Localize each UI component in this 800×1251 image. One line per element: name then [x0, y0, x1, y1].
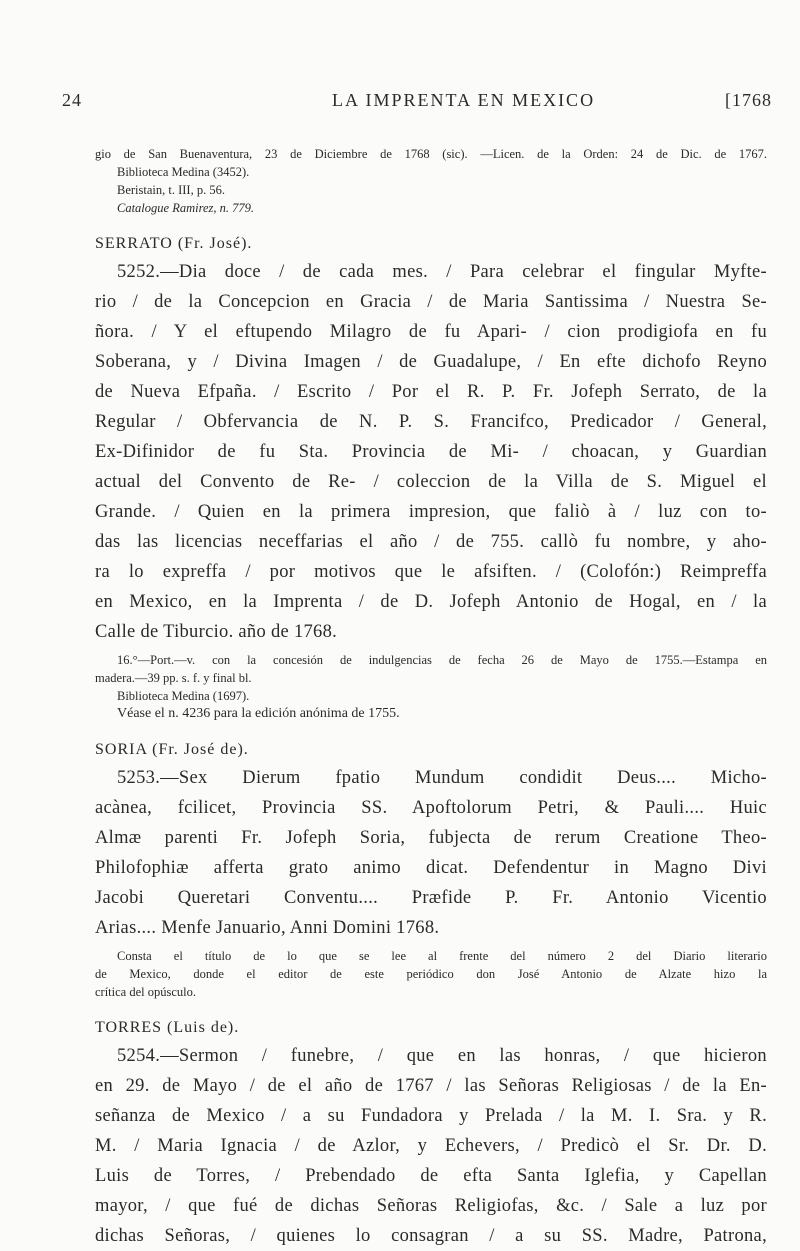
- entry-line: mayor, / que fué de dichas Señoras Religiofas, &c. / Sale a luz por: [95, 1196, 767, 1216]
- entry-line: M. / Maria Ignacia / de Azlor, y Echevers, / Predicò el Sr. Dr. D.: [95, 1136, 767, 1156]
- entry-line: de Nueva Efpaña. / Escrito / Por el R. P. Fr. Jofeph Serrato, de la: [95, 382, 767, 402]
- entry-line: actual del Convento de Re- / coleccion de la Villa de S. Miguel el: [95, 472, 767, 492]
- entry-note: Biblioteca Medina (1697).: [117, 689, 250, 703]
- entry-line: Calle de Tiburcio. año de 1768.: [95, 622, 338, 642]
- entry-note: crítica del opúsculo.: [95, 985, 197, 999]
- entry-5254: [95, 1041, 767, 1251]
- entry-line: ñora. / Y el eftupendo Milagro de fu Apari- / cion prodigiofa en fu: [95, 322, 767, 342]
- header-year: [1768: [725, 90, 772, 110]
- continued-citation: gio de San Buenaventura, 23 de Diciembre de 1768 (sic). —Licen. de la Orden: 24 de Dic. de 1767.: [95, 147, 767, 161]
- entry-line: Almæ parenti Fr. Jofeph Soria, fubjecta de rerum Creatione Theo-: [95, 828, 767, 848]
- entry-line: Grande. / Quien en la primera impresion, que faliò à / luz con to-: [95, 502, 767, 522]
- citation-library: Biblioteca Medina (3452).: [117, 165, 250, 179]
- entry-line: en Mexico, en la Imprenta / de D. Jofeph Antonio de Hogal, en / la: [95, 592, 767, 612]
- entry-author-soria: SORIA (Fr. José de).: [95, 741, 249, 758]
- entry-5253: [95, 763, 767, 943]
- entry-line: das las licencias neceffarias el año / de 755. callò fu nombre, y aho-: [95, 532, 767, 552]
- entry-note: de Mexico, donde el editor de este periódico don José Antonio de Alzate hizo la: [95, 967, 767, 981]
- entry-note: 16.°—Port.—v. con la concesión de indulgencias de fecha 26 de Mayo de 1755.—Estampa en: [117, 653, 767, 667]
- entry-5252: [95, 257, 767, 647]
- entry-line: 5253.—Sex Dierum fpatio Mundum condidit Deus.... Micho-: [117, 768, 767, 788]
- entry-line: 5252.—Dia doce / de cada mes. / Para celebrar el fingular Myfte-: [117, 262, 767, 282]
- entry-line: Jacobi Queretari Conventu.... Præfide P. Fr. Antonio Vicentio: [95, 888, 767, 908]
- page-number: 24: [62, 90, 82, 110]
- entry-line: señanza de Mexico / a su Fundadora y Prelada / la M. I. Sra. y R.: [95, 1106, 767, 1126]
- entry-line: 5254.—Sermon / funebre, / que en las honras, / que hicieron: [117, 1046, 767, 1066]
- entry-line: rio / de la Concepcion en Gracia / de Maria Santissima / Nuestra Se-: [95, 292, 767, 312]
- entry-author-torres: TORRES (Luis de).: [95, 1019, 240, 1036]
- entry-line: Arias.... Menfe Januario, Anni Domini 1768.: [95, 918, 440, 938]
- running-title: LA IMPRENTA EN MEXICO: [332, 90, 596, 110]
- entry-note: madera.—39 pp. s. f. y final bl.: [95, 671, 252, 685]
- entry-line: Regular / Obfervancia de N. P. S. Francifco, Predicador / General,: [95, 412, 767, 432]
- entry-line: dichas Señoras, / quienes lo consagran / a su SS. Madre, Patrona,: [95, 1226, 767, 1246]
- entry-line: ra lo expreffa / por motivos que le afsiften. / (Colofón:) Reimpreffa: [95, 562, 767, 582]
- citation-catalogue: Catalogue Ramirez, n. 779.: [117, 201, 255, 215]
- entry-line: Luis de Torres, / Prebendado de efta Santa Iglefia, y Capellan: [95, 1166, 767, 1186]
- running-header: [62, 84, 772, 114]
- entry-note: Consta el título de lo que se lee al frente del número 2 del Diario literario: [117, 949, 767, 963]
- entry-note: Véase el n. 4236 para la edición anónima de 1755.: [117, 706, 400, 721]
- entry-line: Ex-Difinidor de fu Sta. Provincia de Mi- / choacan, y Guardian: [95, 442, 767, 462]
- entry-author-serrato: SERRATO (Fr. José).: [95, 235, 253, 252]
- citation-beristain: Beristain, t. III, p. 56.: [117, 183, 225, 197]
- entry-line: acànea, fcilicet, Provincia SS. Apoftolorum Petri, & Pauli.... Huic: [95, 798, 767, 818]
- page-body: [95, 145, 767, 1251]
- entry-line: en 29. de Mayo / de el año de 1767 / las Señoras Religiosas / de la En-: [95, 1076, 767, 1096]
- entry-line: Soberana, y / Divina Imagen / de Guadalupe, / En efte dichofo Reyno: [95, 352, 767, 372]
- entry-line: Philofophiæ afferta grato animo dicat. Defendentur in Magno Divi: [95, 858, 767, 878]
